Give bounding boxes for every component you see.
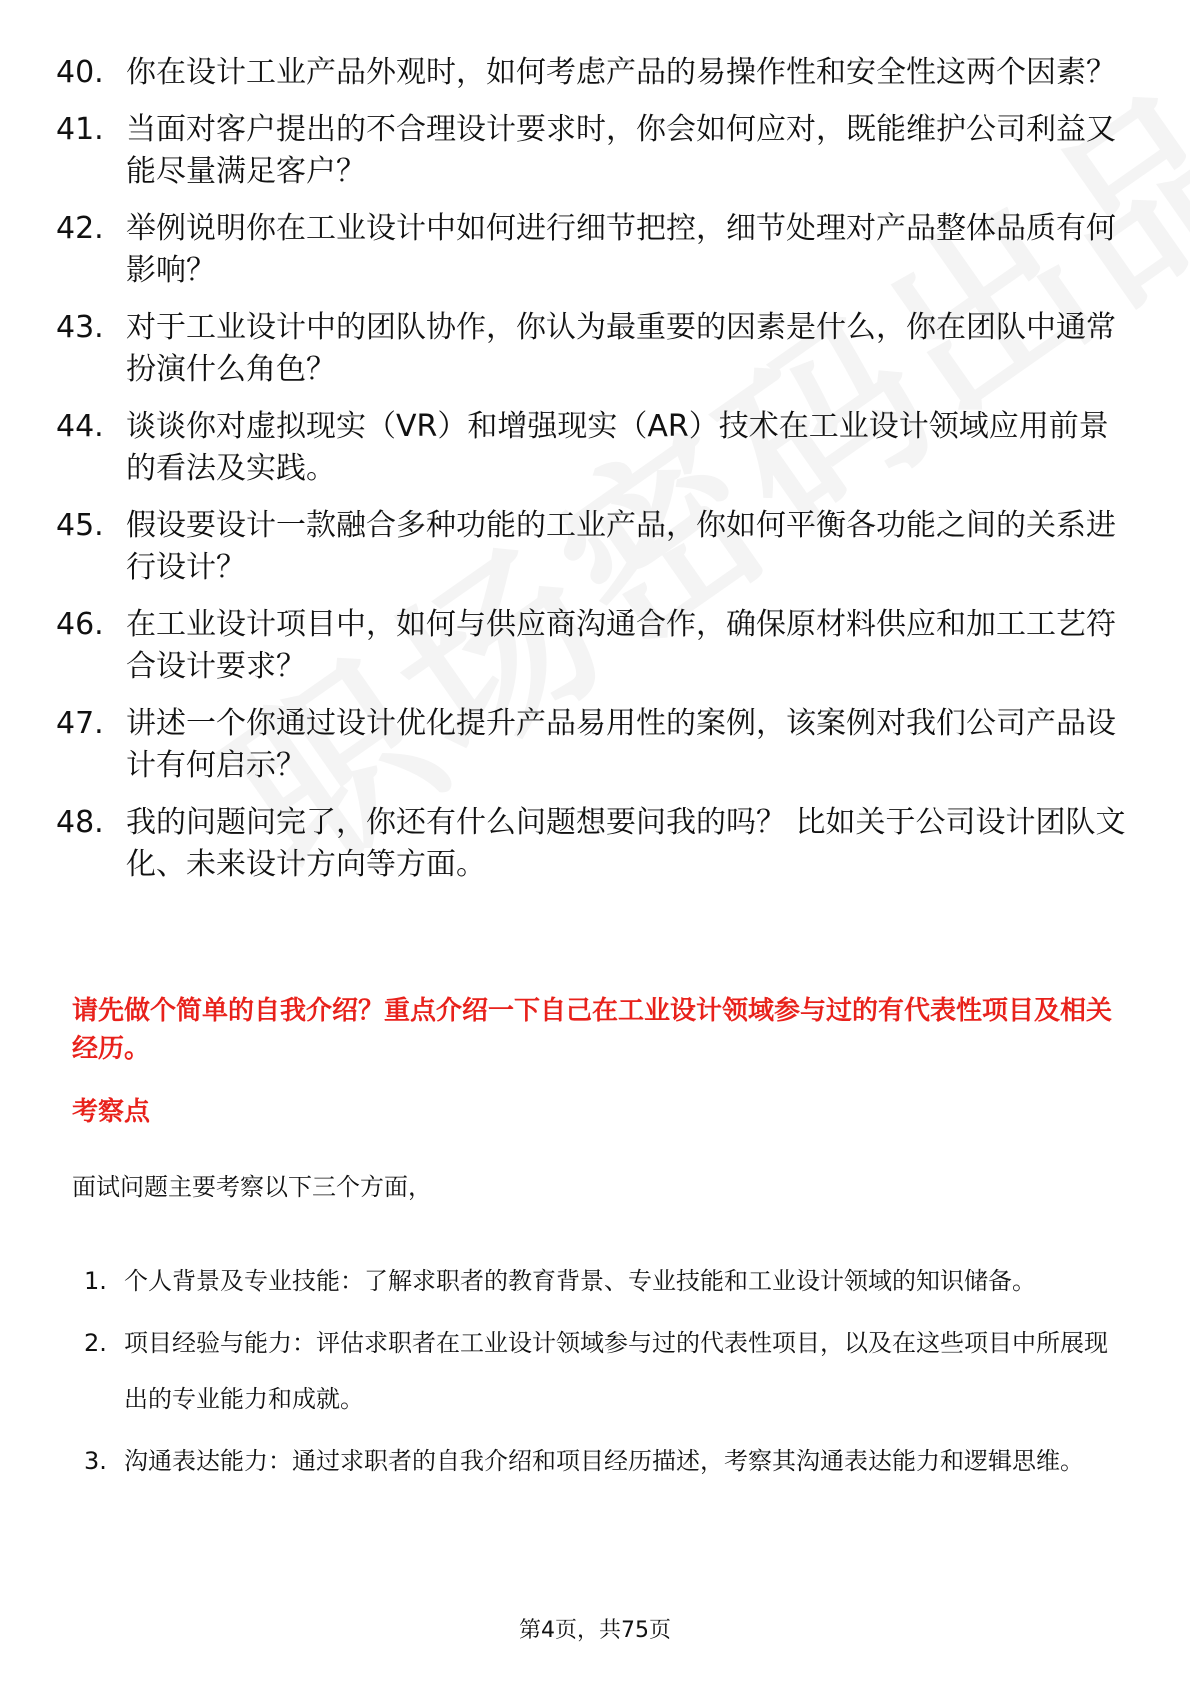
question-number: 44.: [56, 409, 104, 444]
question-item: [56, 703, 1136, 787]
list-text: 沟通表达能力：通过求职者的自我介绍和项目经历描述，考察其沟通表达能力和逻辑思维。: [124, 1447, 1084, 1475]
question-text: 讲述一个你通过设计优化提升产品易用性的案例，该案例对我们公司产品设计有何启示？: [126, 706, 1116, 783]
question-text: 我的问题问完了，你还有什么问题想要问我的吗？ 比如关于公司设计团队文化、未来设计方向等方面。: [126, 805, 1126, 882]
question-text: 当面对客户提出的不合理设计要求时，你会如何应对，既能维护公司利益又能尽量满足客户？: [126, 112, 1116, 189]
question-number: 41.: [56, 112, 104, 147]
question-number: 46.: [56, 607, 104, 642]
list-text: 个人背景及专业技能：了解求职者的教育背景、专业技能和工业设计领域的知识储备。: [124, 1267, 1036, 1295]
question-number: 47.: [56, 706, 104, 741]
question-item: [56, 604, 1136, 688]
assessment-points-list: [84, 1253, 1124, 1495]
question-number: 43.: [56, 310, 104, 345]
list-number: 1.: [84, 1267, 107, 1295]
list-text: 项目经验与能力：评估求职者在工业设计领域参与过的代表性项目，以及在这些项目中所展现出的专业能力和成就。: [124, 1329, 1108, 1413]
question-item: [56, 505, 1136, 589]
question-text: 对于工业设计中的团队协作，你认为最重要的因素是什么，你在团队中通常扮演什么角色？: [126, 310, 1116, 387]
list-item: [84, 1433, 1124, 1489]
question-item: [56, 109, 1136, 193]
question-number: 48.: [56, 805, 104, 840]
question-list: [56, 52, 1136, 901]
question-item: [56, 208, 1136, 292]
question-number: 42.: [56, 211, 104, 246]
list-number: 2.: [84, 1329, 107, 1357]
list-number: 3.: [84, 1447, 107, 1475]
section-heading: 考察点: [72, 1097, 151, 1127]
question-text: 你在设计工业产品外观时，如何考虑产品的易操作性和安全性这两个因素？: [126, 55, 1116, 90]
list-item: [84, 1315, 1124, 1427]
page-footer: 第4页，共75页: [519, 1618, 671, 1643]
question-item: [56, 802, 1136, 886]
question-number: 45.: [56, 508, 104, 543]
question-text: 谈谈你对虚拟现实（VR）和增强现实（AR）技术在工业设计领域应用前景的看法及实践。: [126, 409, 1109, 486]
question-item: [56, 307, 1136, 391]
list-item: [84, 1253, 1124, 1309]
question-text: 举例说明你在工业设计中如何进行细节把控，细节处理对产品整体品质有何影响？: [126, 211, 1116, 288]
question-text: 在工业设计项目中，如何与供应商沟通合作，确保原材料供应和加工工艺符合设计要求？: [126, 607, 1116, 684]
question-text: 假设要设计一款融合多种功能的工业产品，你如何平衡各功能之间的关系进行设计？: [126, 508, 1116, 585]
question-number: 40.: [56, 55, 104, 90]
intro-text: 面试问题主要考察以下三个方面，: [72, 1173, 432, 1201]
highlighted-question: 请先做个简单的自我介绍？重点介绍一下自己在工业设计领域参与过的有代表性项目及相关经历。: [72, 996, 1113, 1064]
question-item: [56, 406, 1136, 490]
question-item: [56, 52, 1136, 94]
